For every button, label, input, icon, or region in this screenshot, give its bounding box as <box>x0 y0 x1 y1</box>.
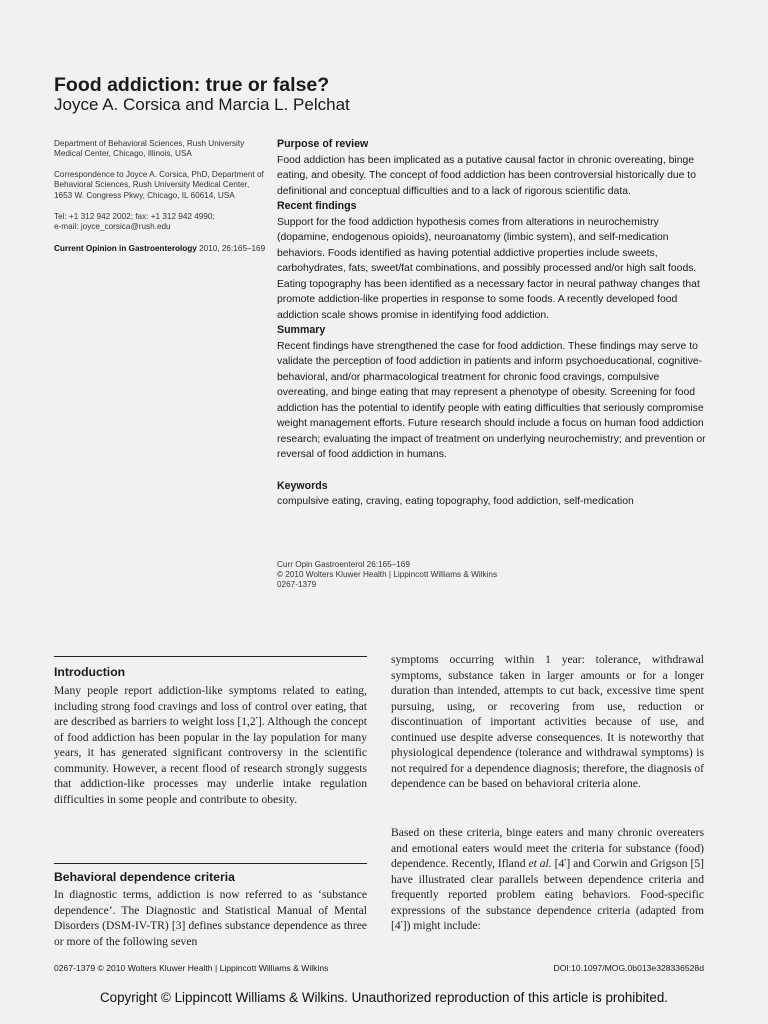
copyright-notice: Copyright © Lippincott Williams & Wilkins. Unauthorized reproduction of this article is prohibited. <box>99 990 669 1005</box>
journal-volume: 2010, 26:165–169 <box>196 244 266 253</box>
journal-reference <box>54 244 269 254</box>
keywords-heading: Keywords <box>277 479 328 492</box>
article-title: Food addiction: true or false? <box>54 74 330 96</box>
introduction-heading: Introduction <box>54 665 126 679</box>
correspondence-phone: Tel: +1 312 942 2002; fax: +1 312 942 4990; <box>54 212 215 221</box>
section-rule <box>54 863 367 864</box>
journal-name: Current Opinion in Gastroenterology <box>54 244 197 253</box>
footer-doi: DOI:10.1097/MOG.0b013e328336528d <box>553 963 704 973</box>
summary-text: Recent findings have strengthened the case for food addiction. These findings may serve to validate the perception of food addiction in patients and inform psychoeducational, cognitive-behavioral, and/or pharmacological treatment for chronic food cravings, compulsive overeating, and binge eating that may represent a phenotype of obesity. Screening for food addiction has the potential to identify people with eating difficulties that seriously compromise weight management efforts. Future research should include a focus on human food addiction research; evaluating the impact of treatment on underlying neurochemistry; and prevention or reversal of food addiction in humans. <box>277 340 706 460</box>
abstract <box>277 137 709 510</box>
right-column-paragraph-2: Based on these criteria, binge eaters and many chronic overeaters and emotional eaters would meet the criteria for substance (food) dependence. Recently, Ifland et al. [4•] and Corwin and Grigson [5] have illustrated clear parallels between dependence criteria and frequently reported problem eating behaviors. Food-specific expressions of the substance dependence criteria (adapted from [4•]) might include: <box>391 826 704 933</box>
citation-copyright: © 2010 Wolters Kluwer Health | Lippincott Williams & Wilkins <box>277 569 498 579</box>
citation-block <box>277 560 497 589</box>
affiliation-department: Department of Behavioral Sciences, Rush University Medical Center, Chicago, Illinois, USA <box>54 139 245 159</box>
behavioral-criteria-heading: Behavioral dependence criteria <box>54 870 235 884</box>
purpose-text: Food addiction has been implicated as a putative causal factor in chronic overeating, binge eating, and obesity. The concept of food addiction has been controversial historically due to definitional and conceptual difficulties and to a lack of rigorous scientific data. <box>277 154 696 197</box>
section-rule <box>54 656 367 657</box>
summary-heading: Summary <box>277 324 326 336</box>
citation-journal: Curr Opin Gastroenterol 26:165–169 <box>277 560 410 569</box>
findings-heading: Recent findings <box>277 200 357 212</box>
introduction-paragraph: Many people report addiction-like symptoms related to eating, including strong food cravings and loss of control over eating, that are described as barriers to weight loss [1,2•]. Although the concept of food addiction has been popular in the lay population for many years, it has generated significant controversy in the scientific community. However, a recent flood of research strongly suggests that addiction-like processes may underlie intake regulation difficulties in some people and contribute to obesity. <box>54 684 367 806</box>
purpose-heading: Purpose of review <box>277 138 369 150</box>
article-authors: Joyce A. Corsica and Marcia L. Pelchat <box>54 95 350 114</box>
footer-copyright: 0267-1379 © 2010 Wolters Kluwer Health | Lippincott Williams & Wilkins <box>54 963 329 973</box>
keywords-text: compulsive eating, craving, eating topography, food addiction, self-medication <box>277 496 634 507</box>
citation-issn: 0267-1379 <box>277 579 317 589</box>
correspondence-email: e-mail: joyce_corsica@rush.edu <box>54 222 171 231</box>
findings-text: Support for the food addiction hypothesis comes from alterations in neurochemistry (dopamine, endogenous opioids), neuroanatomy (limbic system), and self-medication behaviors. Foods identified as having potential addictive properties include sweets, carbohydrates, fats, sweet/fat combinations, and possibly processed and/or high salt foods. Eating topography has been identified as a necessary factor in neural pathway changes that promote addiction-like properties in response to some foods. A recently developed food addiction scale shows promise in identifying food addiction. <box>277 216 700 321</box>
right-column-paragraph-1: symptoms occurring within 1 year: tolerance, withdrawal symptoms, substance taken in larger amounts or for a longer duration than intended, attempts to cut back, excessive time spent pursuing, using, or recovering from use, reduction or discontinuation of important activities because of use, and continued use despite adverse consequences. It is noteworthy that physiological dependence (tolerance and withdrawal symptoms) is not required for a dependence diagnosis; therefore, the diagnosis of dependence can be based on behavioral criteria alone. <box>391 653 704 791</box>
behavioral-criteria-paragraph: In diagnostic terms, addiction is now referred to as ‘substance dependence’. The Diagnostic and Statistical Manual of Mental Disorders (DSM-IV-TR) [3] defines substance dependence as three or more of the following seven <box>54 888 367 948</box>
correspondence-address: Correspondence to Joyce A. Corsica, PhD, Department of Behavioral Sciences, Rush University Medical Center, 1653 W. Congress Pkwy, Chicago, IL 60614, USA <box>54 170 264 200</box>
